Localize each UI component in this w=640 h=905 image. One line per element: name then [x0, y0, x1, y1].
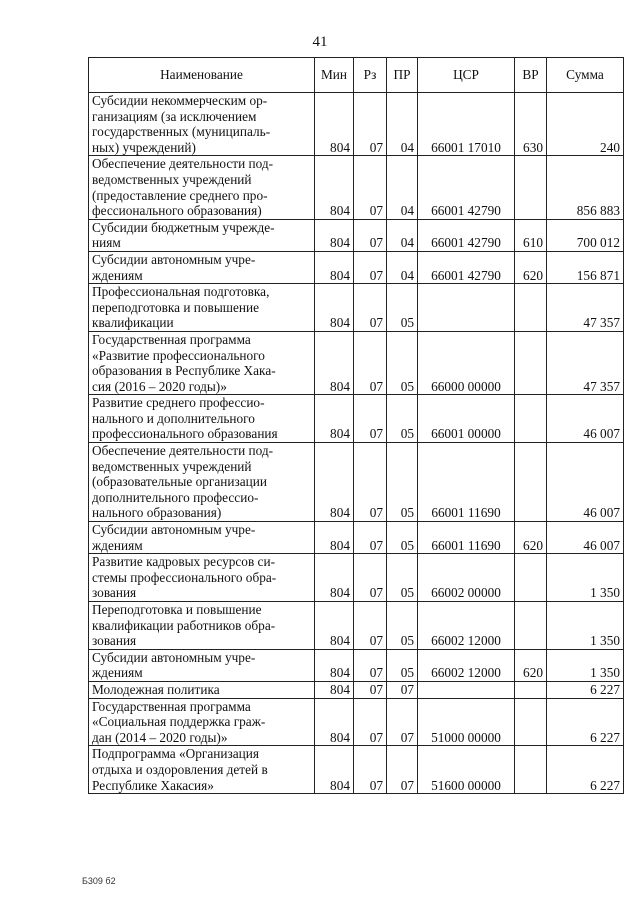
- cell-rz: 07: [354, 649, 387, 681]
- page-number: 41: [312, 34, 328, 50]
- cell-rz: 07: [354, 698, 387, 746]
- header-rz: Рз: [354, 58, 387, 93]
- cell-name: Государственная программа «Развитие профессионального образования в Республике Хака- сия (2016 – 2020 годы)»: [89, 331, 315, 394]
- cell-pr: 04: [387, 251, 418, 283]
- cell-min: 804: [315, 698, 354, 746]
- cell-pr: 05: [387, 395, 418, 443]
- table-row: [89, 284, 624, 332]
- cell-vr: 610: [515, 219, 547, 251]
- header-sum: Сумма: [547, 58, 624, 93]
- cell-sum: 6 227: [547, 681, 624, 698]
- cell-sum: 46 007: [547, 443, 624, 522]
- cell-name: Обеспечение деятельности под- ведомственных учреждений (предоставление среднего про- фессионального образования): [89, 156, 315, 219]
- cell-vr: [515, 681, 547, 698]
- cell-sum: 6 227: [547, 698, 624, 746]
- header-csr: ЦСР: [418, 58, 515, 93]
- cell-min: 804: [315, 649, 354, 681]
- cell-csr: 66002 12000: [418, 602, 515, 650]
- cell-vr: [515, 443, 547, 522]
- cell-pr: 07: [387, 746, 418, 794]
- cell-pr: 04: [387, 219, 418, 251]
- table-row: [89, 219, 624, 251]
- budget-table: [88, 57, 624, 794]
- cell-name: Переподготовка и повышение квалификации работников обра- зования: [89, 602, 315, 650]
- table-row: [89, 156, 624, 219]
- cell-sum: 1 350: [547, 554, 624, 602]
- cell-vr: 620: [515, 649, 547, 681]
- cell-vr: 620: [515, 522, 547, 554]
- header-min: Мин: [315, 58, 354, 93]
- table-row: [89, 649, 624, 681]
- cell-min: 804: [315, 443, 354, 522]
- table-row: [89, 522, 624, 554]
- cell-name: Молодежная политика: [89, 681, 315, 698]
- cell-rz: 07: [354, 395, 387, 443]
- cell-sum: 6 227: [547, 746, 624, 794]
- cell-csr: 66001 42790: [418, 156, 515, 219]
- cell-sum: 240: [547, 93, 624, 156]
- footer-code: Б309 б2: [82, 876, 116, 886]
- cell-vr: [515, 331, 547, 394]
- cell-rz: 07: [354, 251, 387, 283]
- cell-sum: 1 350: [547, 602, 624, 650]
- cell-vr: [515, 395, 547, 443]
- cell-name: Субсидии бюджетным учрежде- ниям: [89, 219, 315, 251]
- table-row: [89, 698, 624, 746]
- cell-vr: [515, 156, 547, 219]
- cell-name: Развитие среднего профессио- нального и дополнительного профессионального образования: [89, 395, 315, 443]
- cell-name: Субсидии автономным учре- ждениям: [89, 251, 315, 283]
- cell-rz: 07: [354, 156, 387, 219]
- cell-vr: [515, 284, 547, 332]
- cell-pr: 07: [387, 698, 418, 746]
- cell-min: 804: [315, 331, 354, 394]
- header-name: Наименование: [89, 58, 315, 93]
- cell-sum: 47 357: [547, 331, 624, 394]
- table-row: [89, 746, 624, 794]
- table-row: [89, 681, 624, 698]
- cell-rz: 07: [354, 219, 387, 251]
- cell-rz: 07: [354, 284, 387, 332]
- cell-vr: 630: [515, 93, 547, 156]
- cell-sum: 1 350: [547, 649, 624, 681]
- cell-sum: 46 007: [547, 522, 624, 554]
- cell-name: Государственная программа «Социальная поддержка граж- дан (2014 – 2020 годы)»: [89, 698, 315, 746]
- cell-min: 804: [315, 251, 354, 283]
- cell-csr: 66002 12000: [418, 649, 515, 681]
- cell-pr: 05: [387, 443, 418, 522]
- cell-rz: 07: [354, 93, 387, 156]
- cell-rz: 07: [354, 554, 387, 602]
- table-row: [89, 554, 624, 602]
- cell-pr: 05: [387, 331, 418, 394]
- cell-vr: [515, 554, 547, 602]
- cell-vr: [515, 602, 547, 650]
- cell-csr: 51600 00000: [418, 746, 515, 794]
- cell-name: Субсидии некоммерческим ор- ганизациям (за исключением государственных (муниципаль- ных) учреждений): [89, 93, 315, 156]
- cell-min: 804: [315, 554, 354, 602]
- table-row: [89, 251, 624, 283]
- cell-vr: 620: [515, 251, 547, 283]
- cell-rz: 07: [354, 602, 387, 650]
- cell-rz: 07: [354, 331, 387, 394]
- cell-rz: 07: [354, 443, 387, 522]
- cell-name: Обеспечение деятельности под- ведомственных учреждений (образовательные организации дополнительного профессио- нального образования): [89, 443, 315, 522]
- cell-min: 804: [315, 395, 354, 443]
- cell-rz: 07: [354, 522, 387, 554]
- table-header-row: [89, 58, 624, 93]
- cell-csr: 51000 00000: [418, 698, 515, 746]
- cell-pr: 07: [387, 681, 418, 698]
- cell-csr: 66001 11690: [418, 443, 515, 522]
- cell-pr: 05: [387, 602, 418, 650]
- cell-min: 804: [315, 522, 354, 554]
- cell-min: 804: [315, 746, 354, 794]
- cell-min: 804: [315, 156, 354, 219]
- table-body: [89, 93, 624, 794]
- cell-vr: [515, 746, 547, 794]
- cell-csr: 66001 11690: [418, 522, 515, 554]
- cell-name: Подпрограмма «Организация отдыха и оздоровления детей в Республике Хакасия»: [89, 746, 315, 794]
- cell-csr: [418, 284, 515, 332]
- table-row: [89, 395, 624, 443]
- cell-pr: 04: [387, 156, 418, 219]
- cell-name: Субсидии автономным учре- ждениям: [89, 649, 315, 681]
- cell-min: 804: [315, 681, 354, 698]
- cell-csr: 66001 42790: [418, 219, 515, 251]
- cell-name: Развитие кадровых ресурсов си- стемы профессионального обра- зования: [89, 554, 315, 602]
- table-row: [89, 602, 624, 650]
- cell-sum: 700 012: [547, 219, 624, 251]
- cell-name: Субсидии автономным учре- ждениям: [89, 522, 315, 554]
- cell-pr: 05: [387, 554, 418, 602]
- cell-sum: 856 883: [547, 156, 624, 219]
- cell-pr: 05: [387, 649, 418, 681]
- cell-pr: 05: [387, 284, 418, 332]
- cell-csr: 66002 00000: [418, 554, 515, 602]
- cell-csr: 66001 00000: [418, 395, 515, 443]
- cell-sum: 46 007: [547, 395, 624, 443]
- cell-min: 804: [315, 284, 354, 332]
- cell-sum: 156 871: [547, 251, 624, 283]
- cell-rz: 07: [354, 681, 387, 698]
- cell-min: 804: [315, 602, 354, 650]
- cell-name: Профессиональная подготовка, переподготовка и повышение квалификации: [89, 284, 315, 332]
- cell-csr: 66001 17010: [418, 93, 515, 156]
- table-row: [89, 443, 624, 522]
- cell-pr: 05: [387, 522, 418, 554]
- cell-vr: [515, 698, 547, 746]
- cell-csr: 66001 42790: [418, 251, 515, 283]
- table-row: [89, 93, 624, 156]
- cell-rz: 07: [354, 746, 387, 794]
- table-row: [89, 331, 624, 394]
- header-vr: ВР: [515, 58, 547, 93]
- cell-sum: 47 357: [547, 284, 624, 332]
- cell-min: 804: [315, 93, 354, 156]
- cell-pr: 04: [387, 93, 418, 156]
- header-pr: ПР: [387, 58, 418, 93]
- cell-min: 804: [315, 219, 354, 251]
- cell-csr: 66000 00000: [418, 331, 515, 394]
- cell-csr: [418, 681, 515, 698]
